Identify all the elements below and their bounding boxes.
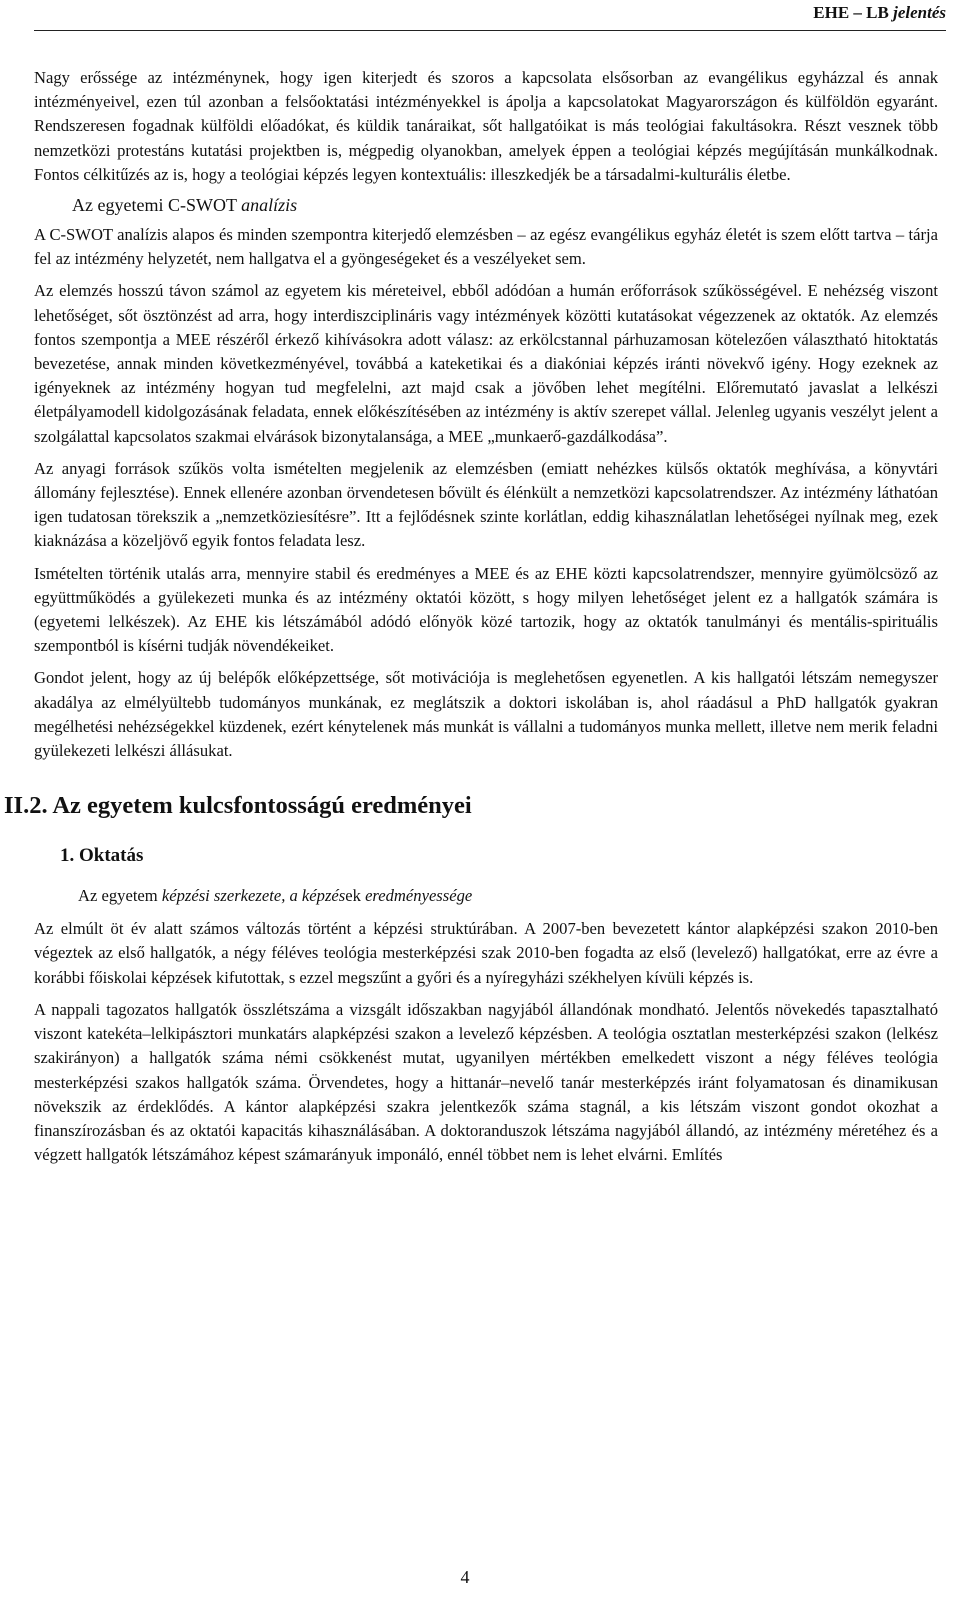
subheading-italic-2: eredményessége <box>365 886 473 906</box>
subheading-plain-1: Az egyetem <box>78 886 162 906</box>
education-paragraph-1: Az elmúlt öt év alatt számos változás történt a képzési struktúrában. A 2007-ben bevezetett kántor alapképzési szakon 2010-ben végeztek az első hallgatók, a négy féléves teológia mesterképzési szak 2010-ben fogadta az első (levelező) hallgatókat, erre az évre a korábbi főiskolai képzések kifutottak, s ezzel megszűnt a győri és a nyíregyházi székhelyen kívüli képzés is. <box>34 919 938 987</box>
swot-paragraph-4: Ismételten történik utalás arra, mennyire stabil és eredményes a MEE és az EHE közti kapcsolatrendszer, mennyire gyümölcsöző az együttműködés a gyülekezeti munka és az intézmény oktatói között, s hogy milyen lehetőséget jelent ez a hallgatók számára is (egyetemi lelkészek). Az EHE kis létszámából adódó előnyök közé tartozik, hogy az oktatók tanulmányi és mentális-spirituális szempontból is kísérni tudják növendékeiket. <box>34 563 938 656</box>
swot-heading-italic: analízis <box>241 195 298 216</box>
education-paragraph-2: A nappali tagozatos hallgatók összlétszáma a vizsgált időszakban nagyjából állandónak mondható. Jelentős növekedés tapasztalható viszont katekéta–lelkipásztori munkatárs alapképzési szakon a levelező képzésben. A teológia osztatlan mesterképzési szakon (lelkész szakirányon) a hallgatók száma némi csökkenést mutat, ugyanilyen mértékben emelkedett viszont a négy féléves teológia mesterképzési szakos hallgatók száma. Örvendetes, hogy a hittanár–nevelő tanár mesterképzés iránt folyamatosan és dinamikusan növekszik az érdeklődés. A kántor alapképzési szakra jelentkezők száma stagnál, a kis létszám viszont gondot okozhat a finanszírozásban és az oktatói kapacitás kihasználásában. A doktoranduszok létszáma nagyjából állandó, az intézmény méretéhez és a végzett hallgatók létszámához képest számarányuk imponáló, ennél többet nem is lehet elvárni. Említés <box>34 999 938 1165</box>
intro-paragraph: Nagy erőssége az intézménynek, hogy igen kiterjedt és szoros a kapcsolata elsősorban az evangélikus egyházzal és annak intézményeivel, ezen túl azonban a felsőoktatási intézményekkel is ápolja a kapcsolatokat Magyarországon és külföldön egyaránt. Rendszeresen fogadnak külföldi előadókat, és küldik tanáraikat, sőt hallgatóikat is más teológiai fakultásokra. Részt vesznek több nemzetközi protestáns kutatási projektben is, mégpedig olyanokban, amelyek éppen a teológiai képzés megújításán munkálkodnak. Fontos célkitűzés az is, hogy a teológiai képzés legyen kontextuális: illeszkedjék be a társadalmi-kulturális életbe. <box>34 68 938 184</box>
subsection-title: 1. Oktatás <box>60 845 144 867</box>
page-header <box>34 0 946 31</box>
subheading <box>78 885 938 907</box>
swot-paragraph-3: Az anyagi források szűkös volta ismételten megjelenik az elemzésben (emiatt nehézkes külsős oktatók meghívása, a könyvtári állomány fejlesztése). Ennek ellenére azonban örvendetesen bővült és élénkült a nemzetközi kapcsolatrendszer. Az intézmény láthatóan igen tudatosan törekszik a „nemzetköziesítésre”. Itt a fejlődésnek szinte korlátlan, eddig kihasználatlan lehetőségei nyílnak meg, ezek kiaknázása a közeljövő egyik fontos feladata lesz. <box>34 458 938 551</box>
header-title: EHE – LB <box>813 3 894 22</box>
page-number: 4 <box>460 1567 470 1587</box>
header-title-italic: jelentés <box>893 3 946 22</box>
section-title: II.2. Az egyetem kulcsfontosságú eredményei <box>4 792 472 820</box>
page-content <box>4 66 938 1167</box>
swot-paragraph-2: Az elemzés hosszú távon számol az egyetem kis méreteivel, ebből adódóan a humán erőforrások szűkösségével. E nehézség viszont lehetőséget, sőt ösztönzést ad arra, hogy interdiszciplináris vagy intézmények közötti kutatásokat végezzenek az oktatók. Az elemzés fontos szempontja a MEE részéről érkező kihívásokra adott válasz: az erkölcstannal párhuzamosan kötelezően választható hitoktatás bevezetése, annak minden következményével, továbbá a kateketikai és a diakóniai képzés iránti növekvő igény. Hogy ezeknek az igényeknek az intézmény hogyan tud megfelelni, azt majd csak a jövőben lehet megítélni. Előremutató javaslat a lelkészi életpályamodell kidolgozásának feladata, ennek előkészítésében az intézmény is aktív szerepet vállal. Jelenleg ugyanis veszélyt jelent a szolgálattal kapcsolatos szakmai elvárások bizonytalansága, a MEE „munkaerő-gazdálkodása”. <box>34 281 938 446</box>
swot-paragraph-1: A C-SWOT analízis alapos és minden szempontra kiterjedő elemzésben – az egész evangélikus egyház életét is szem előtt tartva – tárja fel az intézmény helyzetét, nem hallgatva el a gyöngeségeket és a veszélyeket sem. <box>34 225 938 269</box>
swot-heading <box>34 193 938 217</box>
subheading-italic-1: képzési szerkezete, a képzés <box>161 886 346 906</box>
swot-heading-plain: Az egyetemi C-SWOT <box>72 195 242 216</box>
subheading-plain-2: ek <box>345 886 366 906</box>
swot-paragraph-5: Gondot jelent, hogy az új belépők előképzettsége, sőt motivációja is meglehetősen egyenetlen. A kis hallgatói létszám nemegyszer akadálya az elmélyültebb tudományos munkának, ez meglátszik a doktori iskolában is, ahol ráadásul a PhD hallgatók gyakran megélhetési nehézségekkel küzdenek, ezért kénytelenek más munkát is vállalni a tudományos munka mellett, illetve nem merik feladni gyülekezeti lelkészi állásukat. <box>34 668 938 761</box>
